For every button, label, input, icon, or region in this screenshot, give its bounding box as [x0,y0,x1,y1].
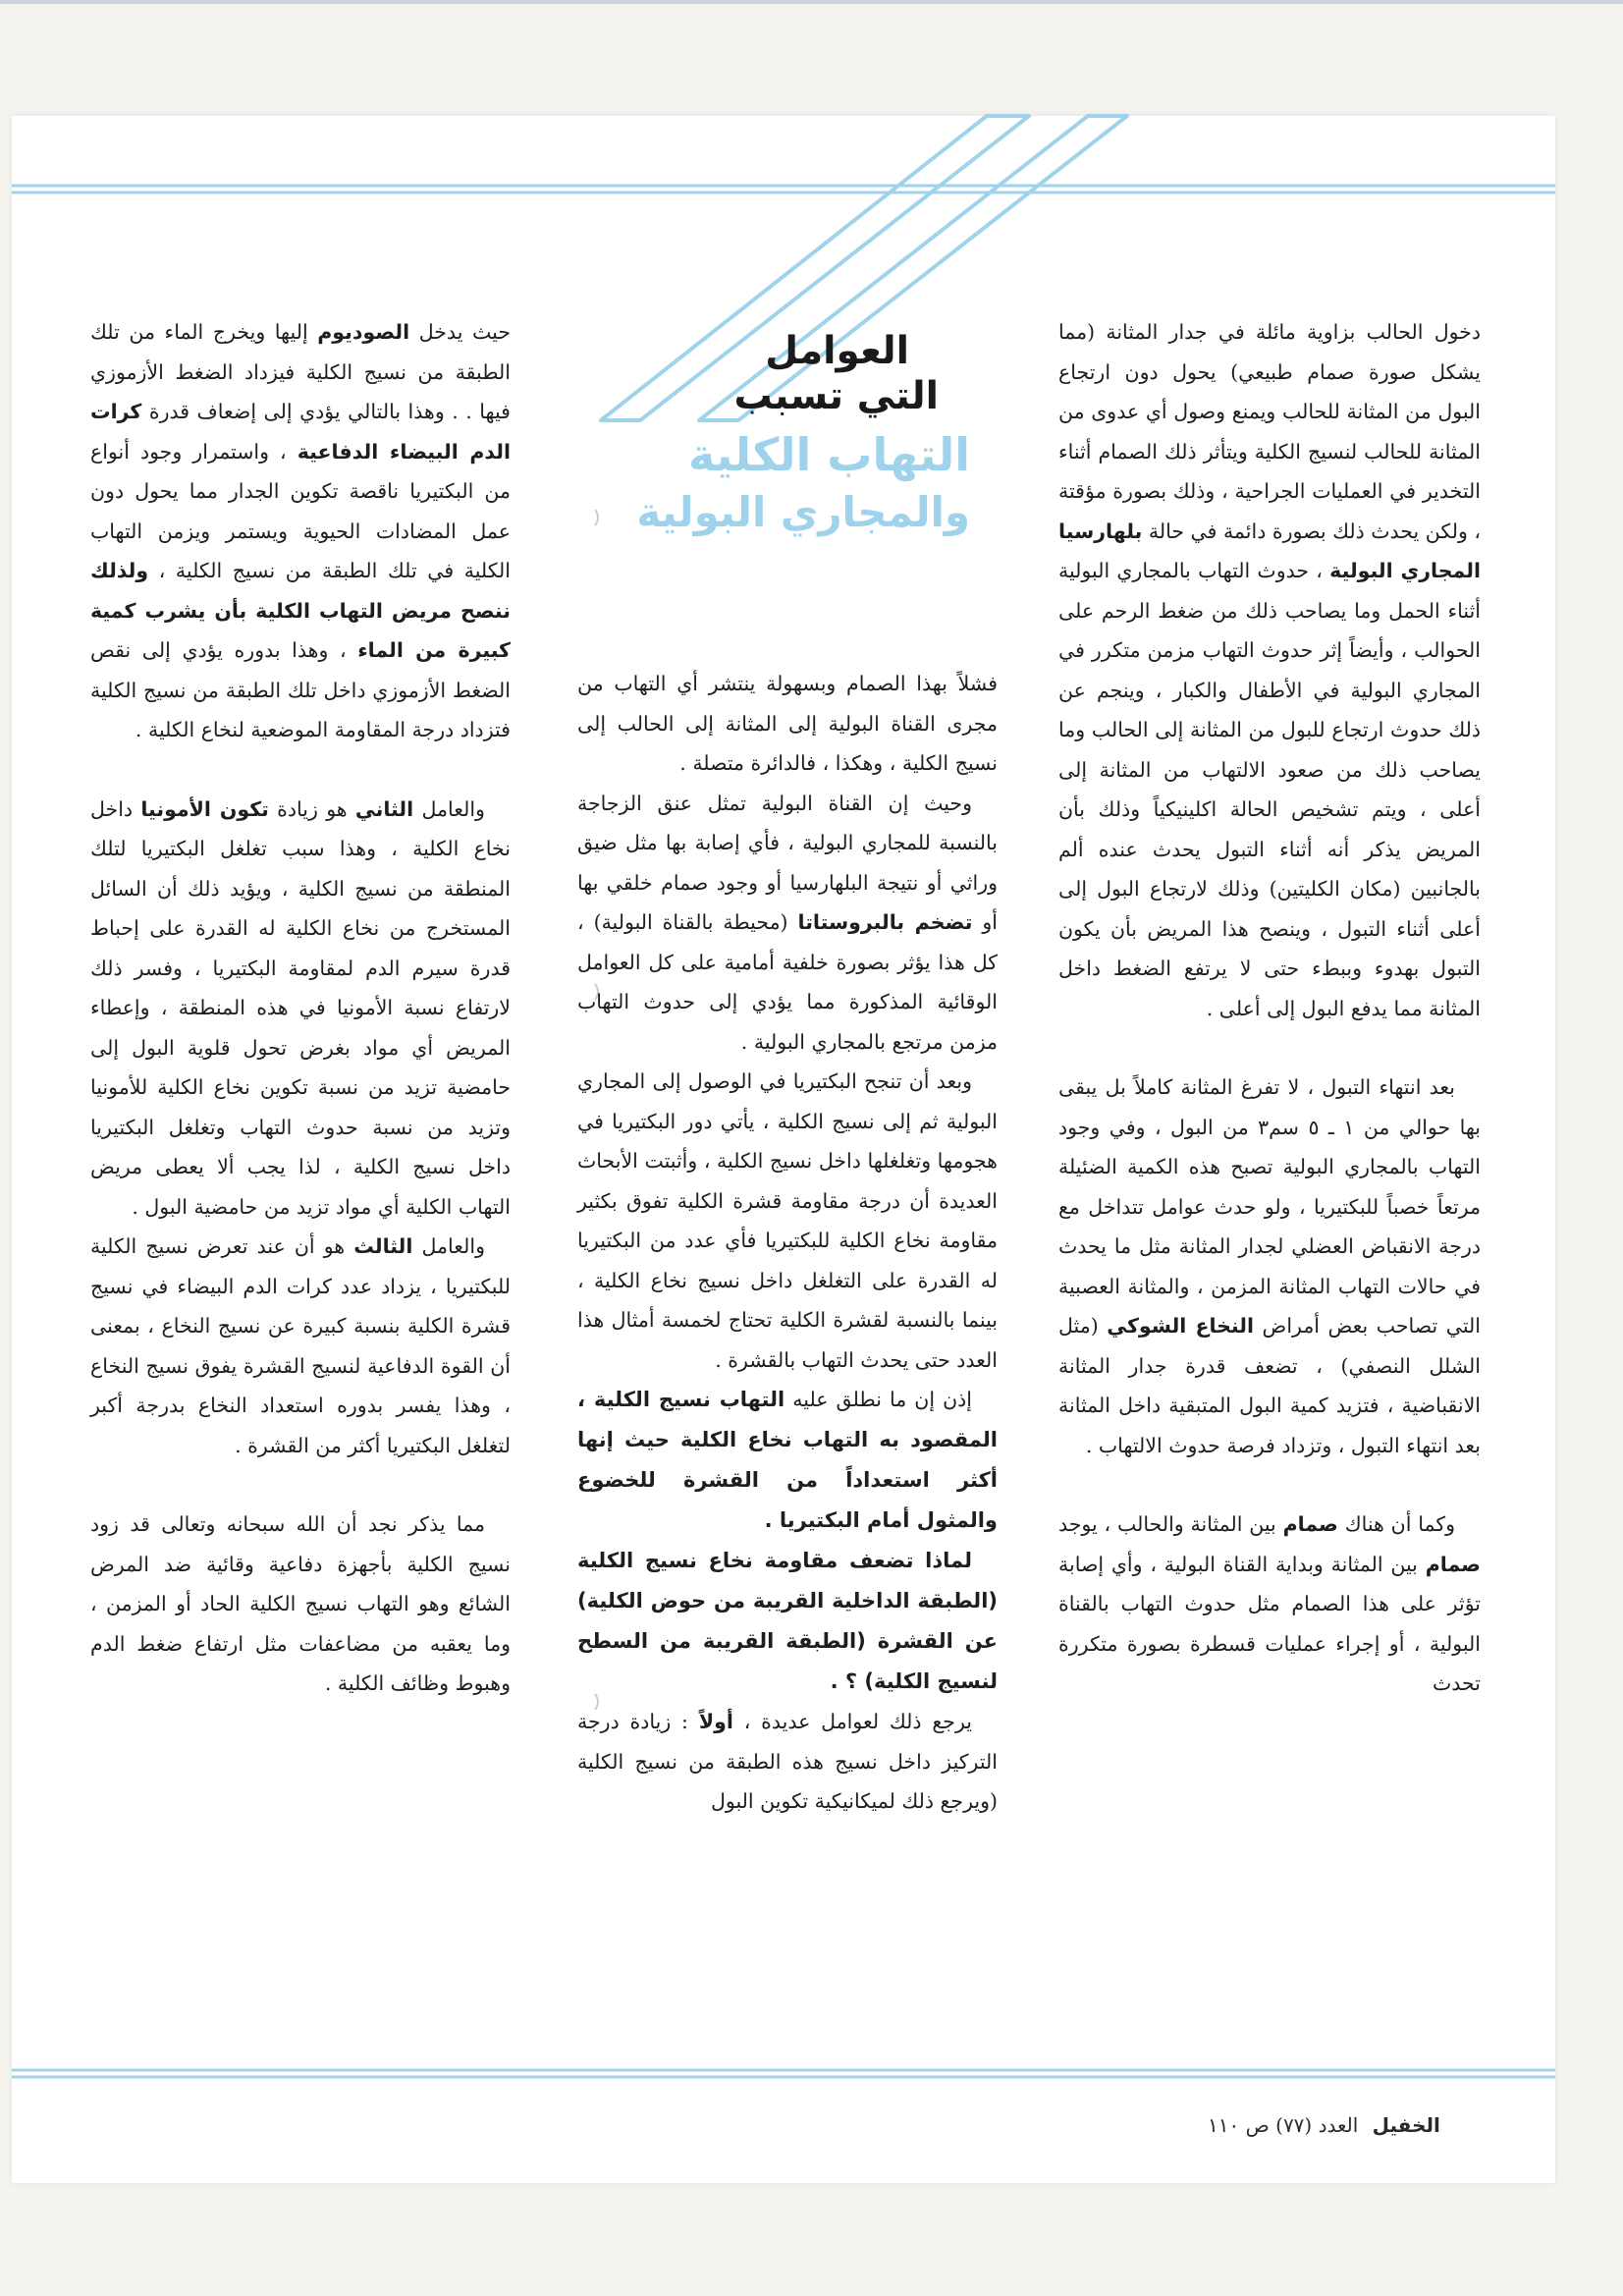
right-paragraph-3 [1058,1504,1481,1704]
left-paragraph-1 [90,312,511,750]
middle-question [577,1541,998,1702]
text-span: حيث يدخل [418,320,511,344]
bold-term: النخاع الشوكي [1107,1314,1255,1338]
text-span: ، واستمرار وجود أنواع من البكتيريا ناقصة تكوين الجدار مما يحول دون عمل المضادات الحيوية ويستمر ويزمن التهاب الكلية في تلك الطبقة من نسيج الكلية ، [90,439,511,582]
bold-term: الصوديوم [317,320,410,344]
left-paragraph-2 [90,790,511,1228]
left-paragraph-4 [90,1504,511,1704]
middle-paragraph-2 [577,784,998,1063]
bold-term: صمام [1282,1512,1338,1536]
left-paragraph-3 [90,1227,511,1465]
right-paragraph-1 [1058,312,1481,1028]
text-span: والعامل [421,796,485,821]
text-span: بين المثانة والحالب ، يوجد [1058,1512,1276,1536]
heading-line-2: التي تسبب [733,374,939,418]
text-span: هو أن عند تعرض نسيج الكلية للبكتيريا ، يزداد عدد كرات الدم البيضاء في نسيج قشرة الكلية بنسبة كبيرة عن نسيج النخاع ، بمعنى أن القوة الدفاعية لنسيج القشرة يفوق نسيج النخاع ، وهذا يفسر بدوره استعداد النخاع بدرجة أكبر لتغلغل البكتيريا أكثر من القشرة . [90,1234,511,1457]
middle-paragraph-4 [577,1380,998,1541]
left-column [90,312,511,1704]
text-span: (مثل الشلل النصفي) ، تضعف قدرة جدار المثانة الانقباضية ، فتزيد كمية البول المتبقية داخل المثانة بعد انتهاء التبول ، وتزداد فرصة حدوث الالتهاب . [1058,1314,1481,1457]
middle-column [577,664,998,1822]
heading-line-1: العوامل [765,329,909,373]
text-span: (محيطة بالقناة البولية) ، كل هذا يؤثر بصورة خلفية أمامية على كل العوامل الوقائية المذكورة مما يؤدي إلى حدوث التهاب مزمن مرتجع بالمجاري البولية . [577,910,998,1054]
article-heading [617,329,970,541]
page-footer [1208,2113,1440,2137]
text-span: هو زيادة [277,796,348,821]
bold-term: الثالث [353,1234,413,1258]
heading-line-4: والمجاري البولية [636,488,970,536]
text-span: مما يذكر نجد أن الله سبحانه وتعالى قد زود نسيج الكلية بأجهزة دفاعية وقائية ضد المرض الشائع وهو التهاب نسيج الكلية الحاد أو المزمن ، وما يعقبه من مضاعفات مثل ارتفاع ضغط الدم وهبوط وظائف الكلية . [90,1512,511,1695]
text-span: بين المثانة وبداية القناة البولية ، وأي إصابة تؤثر على هذا الصمام مثل حدوث التهاب بالقناة البولية ، أو إجراء عمليات قسطرة بصورة متكررة تحدث [1058,1552,1481,1695]
text-span: وبعد أن تنجح البكتيريا في الوصول إلى المجاري البولية ثم إلى نسيج الكلية ، يأتي دور البكتيريا في هجومها وتغلغلها داخل نسيج الكلية ، وأثبتت الأبحاث العديدة أن درجة مقاومة قشرة الكلية تفوق بكثير مقاومة نخاع الكلية للبكتيريا فأي عدد من البكتيريا له القدرة على التغلغل داخل نسيج نخاع الكلية ، بينما بالنسبة لقشرة الكلية تحتاج لخمسة أمثال هذا العدد حتى يحدث التهاب بالقشرة . [577,1069,998,1372]
right-column [1058,312,1481,1704]
middle-paragraph-3 [577,1062,998,1380]
bold-term: تكون الأمونيا [140,796,269,821]
middle-paragraph-1 [577,664,998,784]
text-span: والعامل [421,1234,485,1258]
text-span: وحيث إن القناة البولية تمثل عنق الزجاجة بالنسبة للمجاري البولية ، فأي إصابة بها مثل ضيق وراثي أو نتيجة البلهارسيا أو وجود صمام خلقي بها أو [577,791,998,934]
middle-paragraph-6 [577,1702,998,1822]
bold-term: ولذلك ننصح مريض التهاب الكلية بأن يشرب كمية كبيرة من الماء [90,559,511,662]
text-span: : زيادة درجة التركيز داخل نسيج هذه الطبقة من نسيج الكلية (ويرجع ذلك لميكانيكية تكوين البول [577,1710,998,1813]
bold-statement: التهاب نسيج الكلية ، المقصود به التهاب نخاع الكلية حيث إنها أكثر استعداداً من القشرة للخضوع والمثول أمام البكتيريا . [577,1388,998,1532]
text-span: بعد انتهاء التبول ، لا تفرغ المثانة كاملاً بل يبقى بها حوالي من ١ ـ ٥ سم٣ من البول ، وفي وجود التهاب بالمجاري البولية تصبح هذه الكمية الضئيلة مرتعاً خصباً للبكتيريا ، ولو حدث عوامل تتداخل مع درجة الانقباض العضلي لجدار المثانة مثل ما يحدث في حالات التهاب المثانة المزمن ، والمثانة العصبية التي تصاحب بعض أمراض [1058,1075,1481,1338]
bold-term: تضخم بالبروستاتا [797,910,973,934]
bold-term: صمام [1425,1552,1481,1576]
text-span: داخل نخاع الكلية ، وهذا سبب تغلغل البكتيريا لتلك المنطقة من نسيج الكلية ، ويؤيد ذلك أن السائل المستخرج من نخاع الكلية له القدرة على إحباط قدرة سيرم الدم لمقاومة البكتيريا ، وفسر ذلك لارتفاع نسبة الأمونيا في هذه المنطقة ، وإعطاء المريض أي مواد بغرض تحول قلوية البول إلى حامضية تزيد من نسبة تكوين نخاع الكلية للأمونيا وتزيد من نسبة حدوث التهاب وتغلغل البكتيريا داخل نسيج الكلية ، لذا يجب ألا يعطى مريض التهاب الكلية أي مواد تزيد من حامضية البول . [90,796,511,1219]
bold-term: الثاني [354,796,414,821]
text-span: يرجع ذلك لعوامل عديدة ، [743,1710,972,1733]
bold-term: بلهارسيا المجاري البولية [1058,519,1481,582]
bold-term: كرات الدم البيضاء الدفاعية [90,400,511,464]
text-span: فشلاً بهذا الصمام وبسهولة ينتشر أي التهاب من مجرى القناة البولية إلى المثانة إلى الحالب إلى نسيج الكلية ، وهكذا ، فالدائرة متصلة . [577,672,998,775]
binder-mark-1 [595,510,598,525]
text-span: ، وهذا بدوره يؤدي إلى نقص الضغط الأزموزي داخل تلك الطبقة من نسيج الكلية فتزداد درجة المقاومة الموضعية لنخاع الكلية . [90,638,511,741]
text-span: وكما أن هناك [1344,1512,1455,1536]
text-span: إذن إن ما نطلق عليه [792,1388,972,1411]
issue-page-number: العدد (٧٧) ص ١١٠ [1208,2113,1359,2137]
text-span: إليها ويخرج الماء من تلك الطبقة من نسيج الكلية فيزداد الضغط الأزموزي فيها . . وهذا بالتالي يؤدي إلى إضعاف قدرة [90,320,511,423]
question-text: لماذا تضعف مقاومة نخاع نسيج الكلية (الطبقة الداخلية القريبة من حوض الكلية) عن القشرة (الطبقة القريبة من السطح لنسيج الكلية) ؟ . [577,1549,998,1693]
text-span: ، حدوث التهاب بالمجاري البولية أثناء الحمل وما يصاحب ذلك من ضغط الرحم على الحوالب ، وأيضاً إثر حدوث التهاب مزمن متكرر في المجاري البولية في الأطفال والكبار ، وينجم عن ذلك حدوث ارتجاع للبول من المثانة إلى الحالب وما يصاحب ذلك من صعود الالتهاب من المثانة إلى أعلى ، ويتم تشخيص الحالة اكلينيكياً وذلك بأن المريض يذكر أنه أثناء التبول يحدث عنده ألم بالجانبين (مكان الكليتين) وذلك لارتجاع البول إلى أعلى أثناء التبول ، وينصح هذا المريض بأن يكون التبول بهدوء وببطء حتى لا يرتفع الضغط داخل المثانة مما يدفع البول إلى أعلى . [1058,559,1481,1020]
right-paragraph-2 [1058,1067,1481,1465]
text-span: دخول الحالب بزاوية مائلة في جدار المثانة (مما يشكل صورة صمام طبيعي) يحول دون ارتجاع البول من المثانة للحالب ويمنع وصول أي عدوى من المثانة للحالب لنسيج الكلية ويتأثر ذلك الصمام أثناء التخدير في العمليات الجراحية ، وذلك بصورة مؤقتة ، ولكن يحدث ذلك بصورة دائمة في حالة [1058,320,1481,543]
bold-term: أولاً [698,1710,733,1733]
magazine-brand: الخفيل [1372,2113,1440,2137]
heading-line-3: التهاب الكلية [688,428,970,481]
